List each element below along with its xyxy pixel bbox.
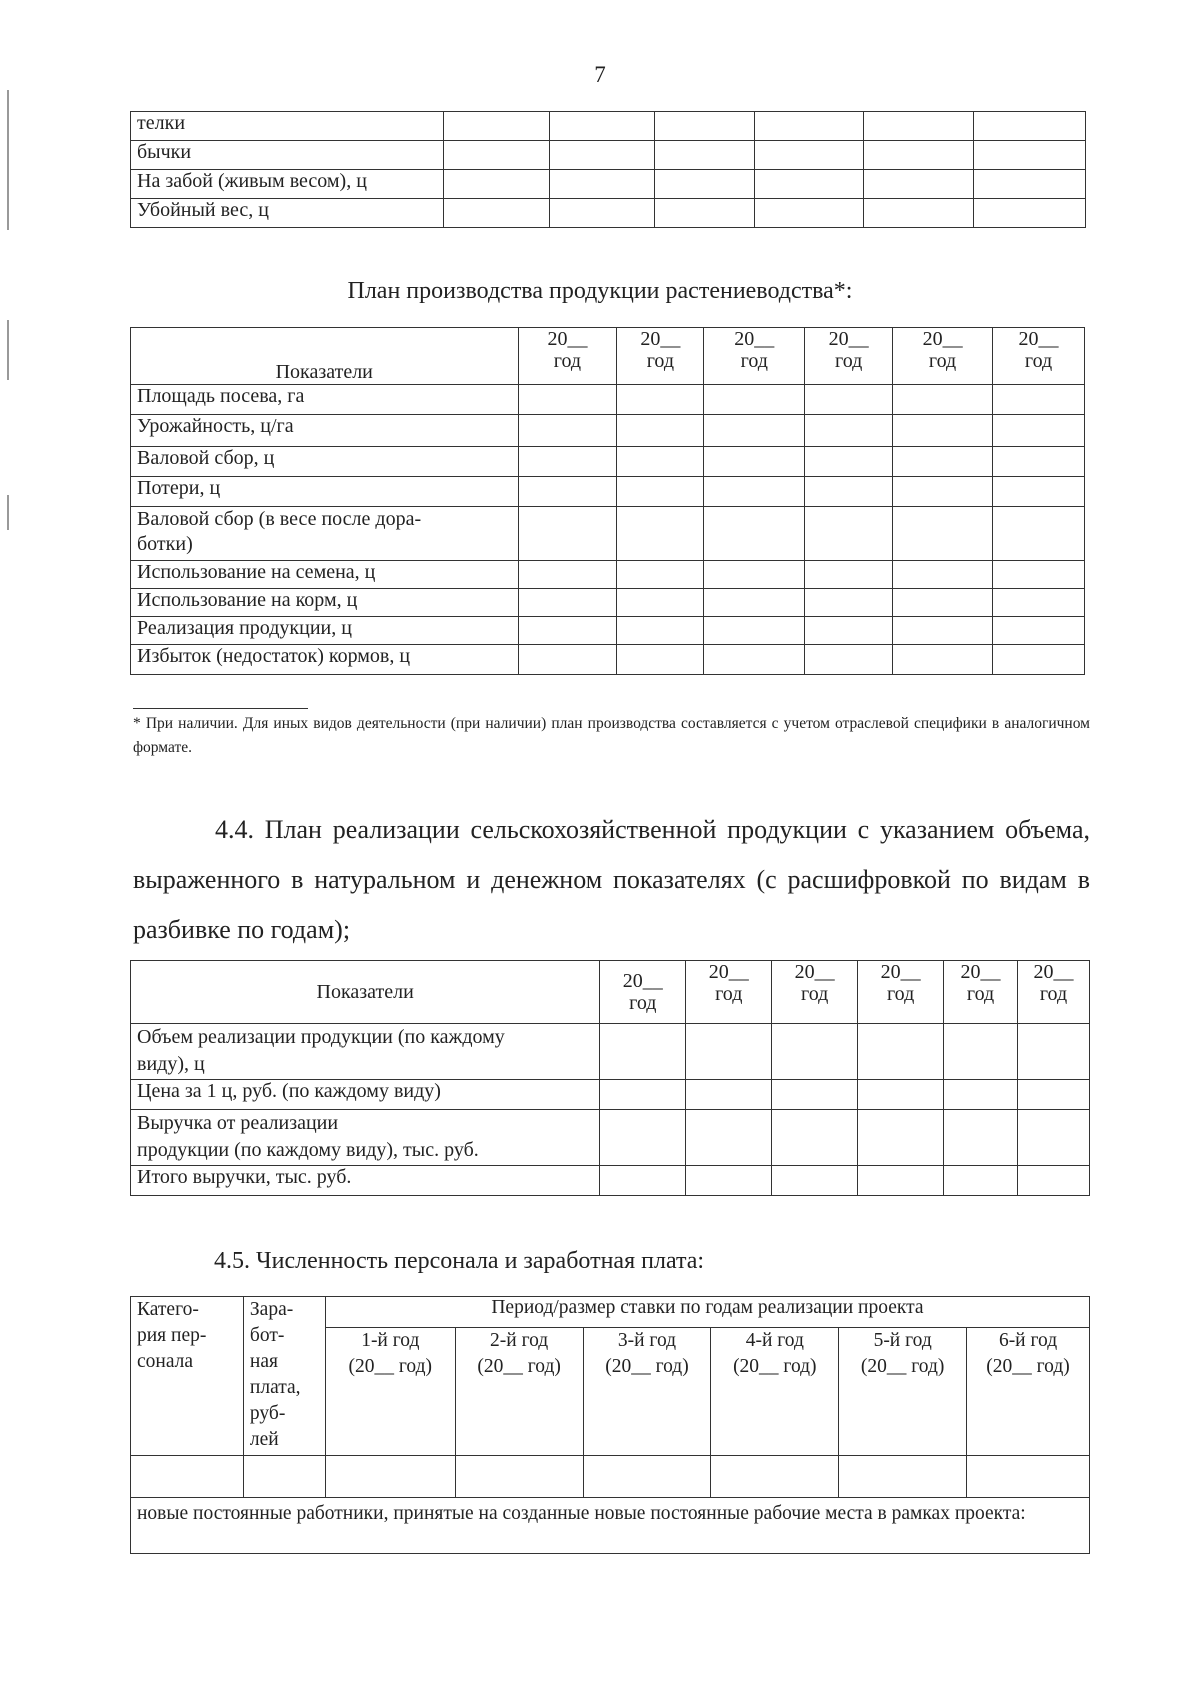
crop-plan-table — [130, 327, 1085, 675]
crop-row-label: Реализация продукции, ц — [131, 617, 519, 645]
year-header: 2-й год (20__ год) — [455, 1328, 583, 1456]
year-header: 20__ год — [993, 328, 1085, 385]
footnote: * При наличии. Для иных видов деятельности (при наличии) план производства составляется с учетом отраслевой специфики в аналогичном формате. — [133, 715, 1090, 756]
year-header: 20__ год — [600, 961, 686, 1024]
year-header: 20__ год — [518, 328, 617, 385]
sales-row-label: Итого выручки, тыс. руб. — [131, 1166, 600, 1196]
year-header: 20__ год — [772, 961, 858, 1024]
livestock-row-label: На забой (живым весом), ц — [131, 170, 444, 199]
year-header: 4-й год (20__ год) — [711, 1328, 839, 1456]
livestock-row-label: Убойный вес, ц — [131, 199, 444, 228]
livestock-row-label: телки — [131, 112, 444, 141]
section-4-5-title: 4.5. Численность персонала и заработная плата: — [214, 1248, 705, 1274]
crop-row-label: Потери, ц — [131, 477, 519, 507]
crop-header-label: Показатели — [131, 328, 519, 385]
sales-header-label: Показатели — [131, 961, 600, 1024]
scan-margin-mark — [7, 495, 9, 530]
staff-footer-text: новые постоянные работники, принятые на созданные новые постоянные рабочие места в рамках проекта: — [131, 1498, 1090, 1554]
crop-row-label: Валовой сбор (в весе после дора- ботки) — [131, 507, 519, 561]
year-header: 20__ год — [805, 328, 893, 385]
crop-row-label: Площадь посева, га — [131, 385, 519, 415]
staff-table — [130, 1296, 1090, 1554]
salary-header: Зара- бот- ная плата, руб- лей — [243, 1297, 325, 1456]
year-header: 20__ год — [858, 961, 944, 1024]
sales-row-label: Выручка от реализации продукции (по каждому виду), тыс. руб. — [131, 1110, 600, 1166]
livestock-table — [130, 111, 1086, 228]
year-header: 20__ год — [893, 328, 993, 385]
year-header: 20__ год — [686, 961, 772, 1024]
year-header: 1-й год (20__ год) — [325, 1328, 455, 1456]
category-header: Катего- рия пер- сонала — [131, 1297, 244, 1456]
crop-row-label: Использование на корм, ц — [131, 589, 519, 617]
scan-margin-mark — [7, 90, 9, 230]
year-header: 6-й год (20__ год) — [967, 1328, 1090, 1456]
year-header: 20__ год — [704, 328, 805, 385]
year-header: 5-й год (20__ год) — [839, 1328, 967, 1456]
year-header: 20__ год — [1018, 961, 1090, 1024]
sales-plan-table — [130, 960, 1090, 1196]
crop-plan-title: План производства продукции растениеводства*: — [347, 278, 853, 304]
crop-row-label: Урожайность, ц/га — [131, 415, 519, 447]
section-4-4-paragraph: 4.4. План реализации сельскохозяйственной продукции с указанием объема, выраженного в натуральном и денежном показателях (с расшифровкой по видам в разбивке по годам); — [133, 815, 1090, 944]
crop-row-label: Валовой сбор, ц — [131, 447, 519, 477]
year-header: 20__ год — [617, 328, 704, 385]
page-number: 7 — [594, 62, 606, 87]
scan-margin-mark — [7, 320, 9, 380]
crop-row-label: Избыток (недостаток) кормов, ц — [131, 645, 519, 675]
footnote-separator — [133, 708, 308, 709]
sales-row-label: Цена за 1 ц, руб. (по каждому виду) — [131, 1080, 600, 1110]
livestock-row-label: бычки — [131, 141, 444, 170]
period-header: Период/размер ставки по годам реализации проекта — [325, 1297, 1089, 1328]
year-header: 3-й год (20__ год) — [583, 1328, 711, 1456]
sales-row-label: Объем реализации продукции (по каждому виду), ц — [131, 1024, 600, 1080]
crop-row-label: Использование на семена, ц — [131, 561, 519, 589]
year-header: 20__ год — [944, 961, 1018, 1024]
